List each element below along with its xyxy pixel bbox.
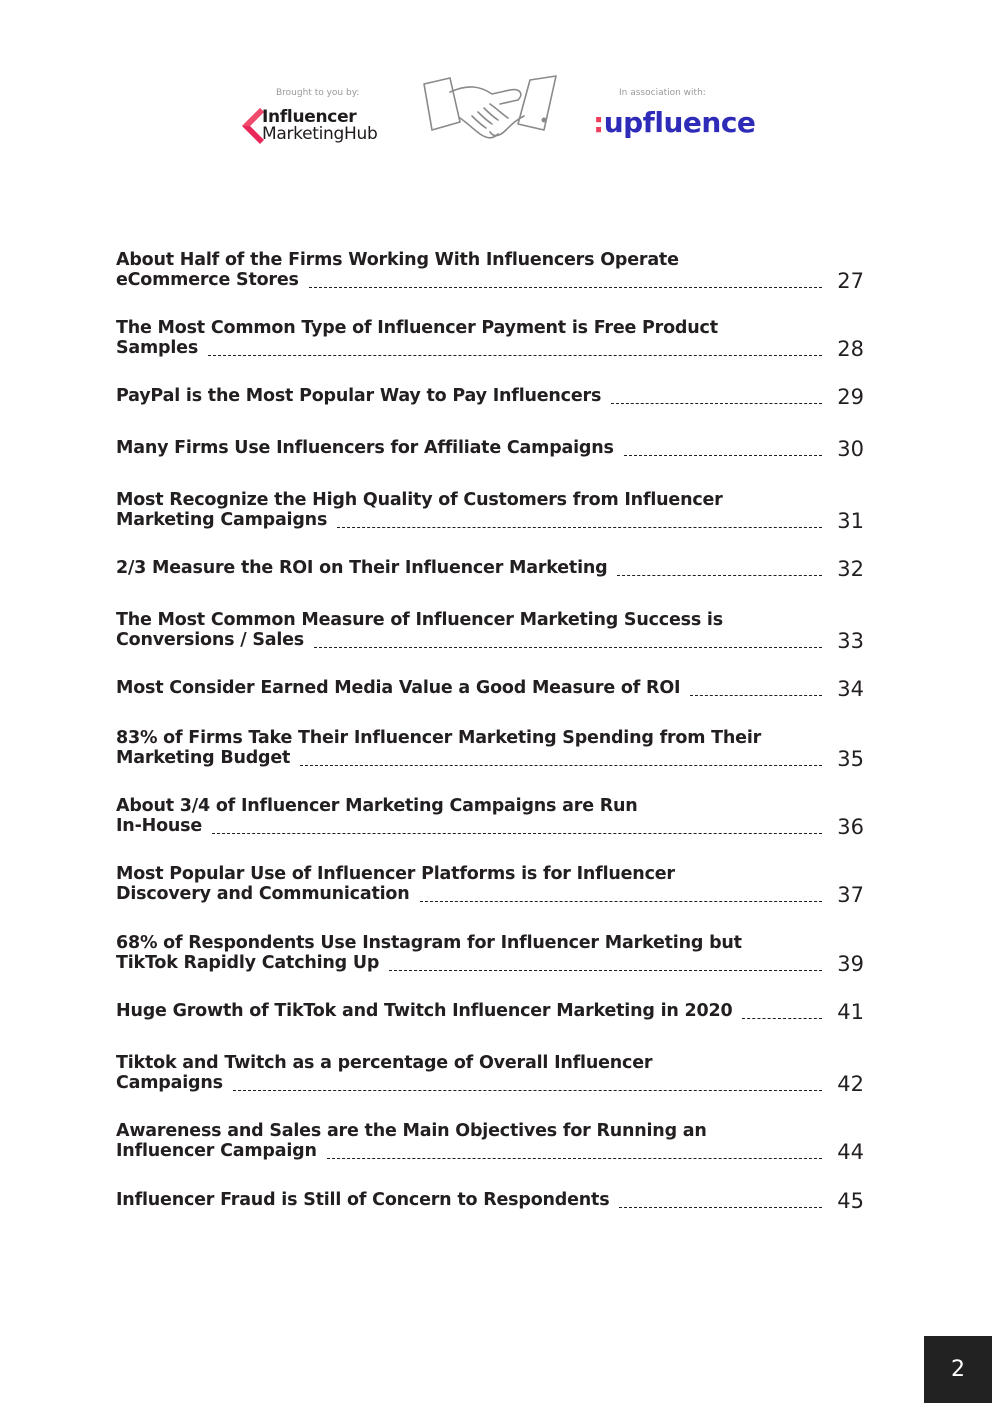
toc-dot-leader — [337, 527, 822, 528]
toc-page-number: 39 — [837, 952, 864, 976]
toc-page-number: 31 — [837, 509, 864, 533]
toc-entry-title: Huge Growth of TikTok and Twitch Influencer Marketing in 2020 — [116, 1001, 733, 1021]
toc-dot-leader — [611, 403, 822, 404]
toc-dot-leader — [309, 287, 822, 288]
toc-dot-leader — [233, 1090, 822, 1091]
toc-entry-title: PayPal is the Most Popular Way to Pay Influencers — [116, 386, 602, 406]
toc-entry-title: 2/3 Measure the ROI on Their Influencer Marketing — [116, 558, 608, 578]
toc-page-number: 33 — [837, 629, 864, 653]
upfluence-name: upfluence — [603, 106, 756, 139]
toc-entry-title: Most Consider Earned Media Value a Good Measure of ROI — [116, 678, 681, 698]
toc-entry-title: 83% of Firms Take Their Influencer Marketing Spending from Their Marketing Budget — [116, 728, 762, 768]
toc-entry-title: Most Recognize the High Quality of Customers from Influencer Marketing Campaigns — [116, 490, 723, 530]
toc-page-number: 35 — [837, 747, 864, 771]
brand-line-2: MarketingHub — [262, 124, 378, 144]
toc-page-number: 34 — [837, 677, 864, 701]
toc-entry-title: 68% of Respondents Use Instagram for Influencer Marketing but TikTok Rapidly Catching Up — [116, 933, 742, 973]
toc-dot-leader — [420, 901, 822, 902]
imh-diamond-icon — [242, 108, 264, 144]
toc-page-number: 45 — [837, 1189, 864, 1213]
toc-dot-leader — [314, 647, 822, 648]
page-header — [0, 70, 992, 160]
toc-page-number: 36 — [837, 815, 864, 839]
toc-dot-leader — [742, 1018, 822, 1019]
toc-page-number: 41 — [837, 1000, 864, 1024]
toc-page-number: 28 — [837, 337, 864, 361]
toc-dot-leader — [208, 355, 822, 356]
association-label: In association with: — [619, 88, 706, 98]
toc-page-number: 44 — [837, 1140, 864, 1164]
toc-page-number: 30 — [837, 437, 864, 461]
toc-dot-leader — [300, 765, 822, 766]
toc-entry-title: The Most Common Measure of Influencer Marketing Success is Conversions / Sales — [116, 610, 723, 650]
upfluence-logo — [593, 106, 755, 139]
toc-entry-title: Most Popular Use of Influencer Platforms is for Influencer Discovery and Communication — [116, 864, 675, 904]
toc-page-number: 27 — [837, 269, 864, 293]
brought-to-you-label: Brought to you by: — [276, 88, 360, 98]
toc-page-number: 29 — [837, 385, 864, 409]
toc-dot-leader — [617, 575, 822, 576]
toc-dot-leader — [624, 455, 822, 456]
toc-page-number: 42 — [837, 1072, 864, 1096]
toc-page-number: 32 — [837, 557, 864, 581]
handshake-icon — [420, 72, 560, 150]
brand-line-1: Influencer — [262, 107, 357, 127]
upfluence-dots: : — [593, 106, 604, 139]
toc-dot-leader — [389, 970, 822, 971]
influencer-marketing-hub-logo — [242, 108, 412, 148]
toc-dot-leader — [619, 1207, 822, 1208]
toc-entry-title: Many Firms Use Influencers for Affiliate Campaigns — [116, 438, 614, 458]
toc-entry-title: Awareness and Sales are the Main Objectives for Running an Influencer Campaign — [116, 1121, 707, 1161]
toc-dot-leader — [212, 833, 822, 834]
toc-entry-title: About 3/4 of Influencer Marketing Campaigns are Run In-House — [116, 796, 638, 836]
toc-entry-title: The Most Common Type of Influencer Payment is Free Product Samples — [116, 318, 718, 358]
toc-entry-title: Influencer Fraud is Still of Concern to Respondents — [116, 1190, 610, 1210]
toc-page-number: 37 — [837, 883, 864, 907]
page-number-badge: 2 — [924, 1336, 992, 1403]
toc-dot-leader — [690, 695, 822, 696]
toc-dot-leader — [327, 1158, 822, 1159]
toc-entry-title: About Half of the Firms Working With Influencers Operate eCommerce Stores — [116, 250, 679, 290]
toc-entry-title: Tiktok and Twitch as a percentage of Overall Influencer Campaigns — [116, 1053, 653, 1093]
